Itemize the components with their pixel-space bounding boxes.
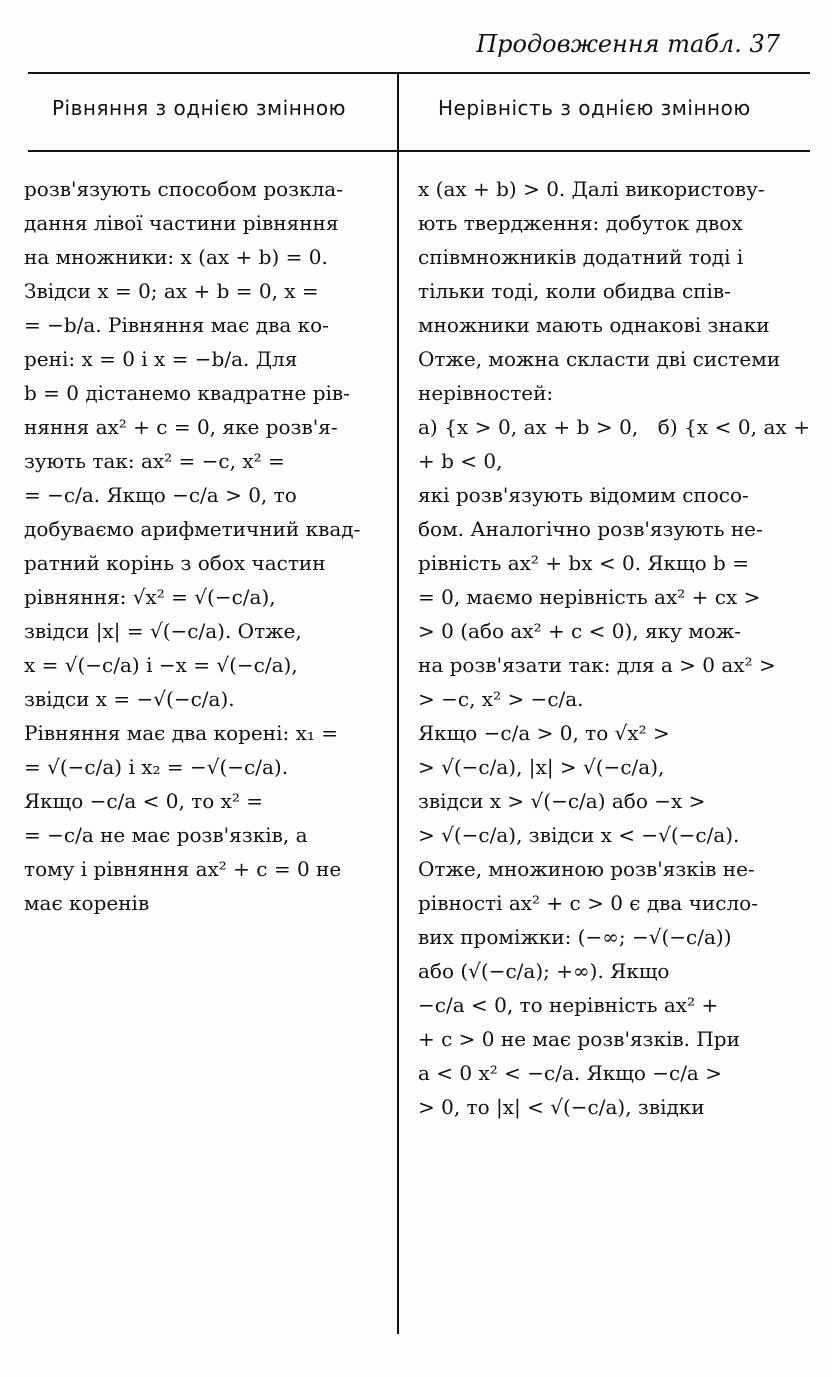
table-continuation-label: Продовження табл. 37 — [476, 30, 780, 58]
right-text-line: співмножників додатний тоді і — [418, 245, 744, 269]
right-text-line: рівність ax² + bx < 0. Якщо b = — [418, 551, 749, 575]
right-text-line: звідси x > √(−c/a) або −x > — [418, 789, 706, 813]
left-text-line: рівняння: √x² = √(−c/a), — [24, 585, 276, 609]
left-text-line: = √(−c/a) і x₂ = −√(−c/a). — [24, 755, 289, 779]
right-text-line: a < 0 x² < −c/a. Якщо −c/a > — [418, 1061, 722, 1085]
left-text-line: рені: x = 0 і x = −b/a. Для — [24, 347, 298, 371]
column-divider — [397, 72, 399, 1334]
right-column-title: Нерівність з однією змінною — [438, 96, 751, 120]
left-column — [24, 172, 384, 920]
left-text-line: = −c/a. Якщо −c/a > 0, то — [24, 483, 297, 507]
right-text-line: = 0, маємо нерівність ax² + cx > — [418, 585, 761, 609]
left-text-line: b = 0 дістанемо квадратне рів- — [24, 381, 350, 405]
left-text-line: добуваємо арифметичний квад- — [24, 517, 361, 541]
left-text-line: має коренів — [24, 891, 150, 915]
right-text-line: а) {x > 0, ax + b > 0, б) {x < 0, ax + + b < 0, — [418, 415, 817, 473]
left-text-line: зують так: ax² = −c, x² = — [24, 449, 285, 473]
right-text-line: рівності ax² + c > 0 є два число- — [418, 891, 758, 915]
right-text-line: які розв'язують відомим спосо- — [418, 483, 749, 507]
left-text-line: звідси x = −√(−c/a). — [24, 687, 235, 711]
left-text-line: = −c/a не має розв'язків, а — [24, 823, 308, 847]
left-text-line: дання лівої частини рівняння — [24, 211, 339, 235]
right-text-line: Отже, можна скласти дві системи — [418, 347, 781, 371]
header-rule — [28, 150, 810, 152]
right-text-line: > −c, x² > −c/a. — [418, 687, 584, 711]
left-text-line: x = √(−c/a) і −x = √(−c/a), — [24, 653, 298, 677]
left-text-line: = −b/a. Рівняння має два ко- — [24, 313, 329, 337]
right-text-line: нерівностей: — [418, 381, 554, 405]
right-text-line: на розв'язати так: для a > 0 ax² > — [418, 653, 776, 677]
left-text-line: няння ax² + c = 0, яке розв'я- — [24, 415, 338, 439]
right-text-line: множники мають однакові знаки — [418, 313, 770, 337]
right-text-line: вих проміжки: (−∞; −√(−c/a)) — [418, 925, 732, 949]
left-text-line: розв'язують способом розкла- — [24, 177, 343, 201]
left-text-line: ратний корінь з обох частин — [24, 551, 326, 575]
right-text-line: > 0, то |x| < √(−c/a), звідки — [418, 1095, 705, 1119]
right-text-line: Якщо −c/a > 0, то √x² > — [418, 721, 670, 745]
right-text-line: ють твердження: добуток двох — [418, 211, 743, 235]
right-text-line: > 0 (або ax² + c < 0), яку мож- — [418, 619, 741, 643]
right-text-line: + c > 0 не має розв'язків. При — [418, 1027, 740, 1051]
right-text-line: −c/a < 0, то нерівність ax² + — [418, 993, 719, 1017]
left-text-line: тому і рівняння ax² + c = 0 не — [24, 857, 342, 881]
left-text-line: звідси |x| = √(−c/a). Отже, — [24, 619, 302, 643]
right-text-line: > √(−c/a), звідси x < −√(−c/a). — [418, 823, 740, 847]
left-text-line: Якщо −c/a < 0, то x² = — [24, 789, 264, 813]
right-text-line: x (ax + b) > 0. Далі використову- — [418, 177, 765, 201]
right-column — [418, 172, 817, 1124]
right-text-line: > √(−c/a), |x| > √(−c/a), — [418, 755, 665, 779]
left-text-line: Звідси x = 0; ax + b = 0, x = — [24, 279, 319, 303]
left-text-line: на множники: x (ax + b) = 0. — [24, 245, 328, 269]
left-column-title: Рівняння з однією змінною — [52, 96, 346, 120]
right-text-line: або (√(−c/a); +∞). Якщо — [418, 959, 670, 983]
left-text-line: Рівняння має два корені: x₁ = — [24, 721, 339, 745]
right-text-line: Отже, множиною розв'язків не- — [418, 857, 755, 881]
right-text-line: бом. Аналогічно розв'язують не- — [418, 517, 763, 541]
right-text-line: тільки тоді, коли обидва спів- — [418, 279, 731, 303]
top-rule — [28, 72, 810, 74]
